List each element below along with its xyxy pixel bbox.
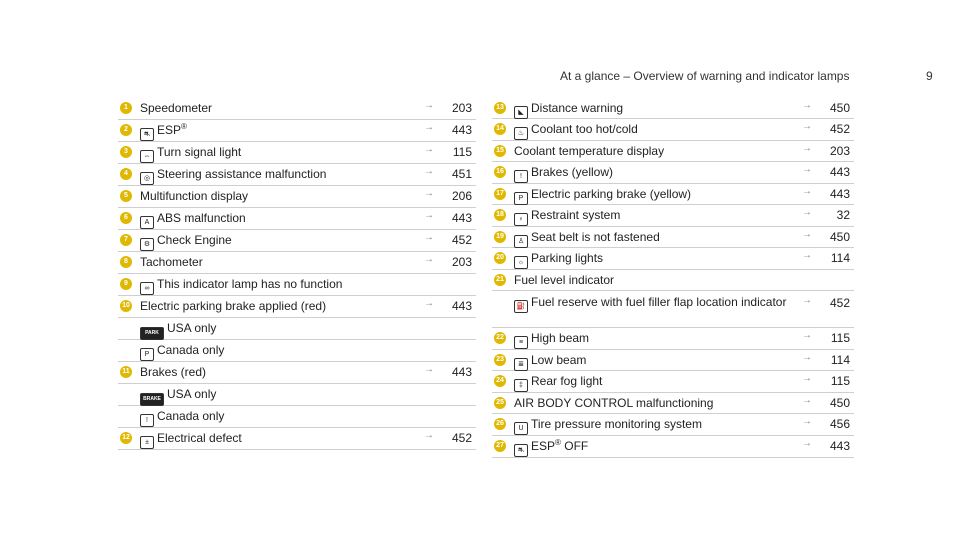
esp-off-icon: ⛐	[514, 444, 528, 457]
item-label: Brakes (red)	[140, 365, 207, 379]
arrow-icon: →	[802, 373, 812, 384]
item-number: 5	[120, 190, 132, 202]
item-label: Fuel level indicator	[514, 272, 615, 287]
list-item	[118, 296, 476, 318]
item-text	[514, 101, 794, 119]
item-text	[514, 251, 794, 269]
arrow-icon: →	[802, 142, 812, 154]
item-label: USA only	[167, 321, 217, 335]
arrow-icon: →	[802, 185, 812, 197]
arrow-icon: →	[424, 254, 434, 265]
list-item	[492, 162, 854, 184]
item-text	[514, 273, 794, 288]
item-number: 14	[494, 123, 506, 135]
page-reference[interactable]: 206	[451, 189, 472, 203]
item-label: Electric parking brake (yellow)	[531, 186, 692, 201]
arrow-icon: →	[802, 295, 812, 306]
page-reference[interactable]: 443	[829, 165, 850, 179]
item-number: 11	[120, 366, 132, 378]
item-text	[140, 431, 416, 449]
engine-icon: ⚙	[140, 238, 154, 251]
list-item	[118, 274, 476, 296]
arrow-icon: →	[424, 430, 434, 441]
item-number: 24	[494, 375, 506, 387]
item-label: Speedometer	[140, 101, 213, 115]
item-text	[140, 167, 416, 185]
item-number: 16	[494, 166, 506, 178]
list-item	[118, 230, 476, 252]
item-label: High beam	[531, 331, 590, 345]
item-text	[514, 374, 794, 392]
arrow-icon: →	[802, 438, 812, 449]
arrow-icon: →	[802, 228, 812, 240]
arrow-icon: →	[424, 210, 434, 221]
item-label: AIR BODY CONTROL malfunctioning	[514, 395, 714, 410]
list-item	[118, 384, 476, 406]
page-reference[interactable]: 115	[452, 145, 472, 159]
item-number: 27	[494, 440, 506, 452]
page-reference[interactable]: 203	[451, 255, 472, 269]
no-function-icon: ∞	[140, 282, 154, 295]
page-reference[interactable]: 450	[829, 395, 850, 410]
item-text	[140, 145, 416, 163]
page-reference[interactable]: 443	[451, 365, 472, 379]
list-item	[118, 142, 476, 164]
item-label: Distance warning	[531, 100, 624, 115]
registered-mark: ®	[555, 438, 561, 447]
page-reference[interactable]: 443	[451, 299, 472, 313]
restraint-icon: ♀	[514, 213, 528, 226]
item-number: 23	[494, 354, 506, 366]
arrow-icon: →	[802, 99, 812, 111]
item-text	[140, 101, 416, 116]
item-label: Steering assistance malfunction	[157, 167, 327, 181]
high-beam-icon: ≡	[514, 336, 528, 349]
arrow-icon: →	[802, 121, 812, 132]
item-number: 6	[120, 212, 132, 224]
header-title: At a glance – Overview of warning and indicator lamps	[560, 69, 850, 83]
arrow-icon: →	[424, 122, 434, 133]
item-label: Coolant too hot/cold	[531, 122, 638, 136]
list-item	[492, 328, 854, 350]
item-label: Canada only	[157, 343, 225, 357]
tire-pressure-icon: U	[514, 422, 528, 435]
low-beam-icon: ≣	[514, 358, 528, 371]
item-label: Electric parking brake applied (red)	[140, 299, 327, 313]
item-number: 15	[494, 145, 506, 157]
park-icon: PARK	[140, 327, 164, 340]
item-label: Tachometer	[140, 255, 203, 269]
item-text	[140, 211, 416, 229]
item-label-suffix: OFF	[560, 439, 589, 453]
brake-circle-icon: !	[514, 170, 528, 183]
page-reference[interactable]: 114	[830, 352, 850, 367]
item-number: 9	[120, 278, 132, 290]
item-label: Fuel reserve with fuel filler flap location indicator	[531, 295, 787, 309]
item-label: This indicator lamp has no function	[157, 277, 343, 291]
arrow-icon: →	[802, 416, 812, 427]
item-number: 2	[120, 124, 132, 136]
item-label: ABS malfunction	[157, 211, 246, 225]
item-text	[140, 387, 416, 406]
parking-lights-icon: ☼	[514, 256, 528, 269]
item-number: 26	[494, 418, 506, 430]
item-label: ESP	[157, 123, 182, 137]
item-text	[140, 233, 416, 251]
item-label: Check Engine	[157, 233, 232, 247]
page-reference[interactable]: 452	[829, 122, 850, 136]
item-number: 20	[494, 252, 506, 264]
page-number: 9	[926, 69, 933, 83]
item-number: 19	[494, 231, 506, 243]
page-reference[interactable]: 443	[451, 123, 472, 137]
list-item	[492, 350, 854, 371]
list-item	[492, 393, 854, 414]
page-reference[interactable]: 32	[836, 208, 850, 222]
list-item	[118, 428, 476, 450]
list-item	[118, 340, 476, 362]
list-item	[492, 291, 854, 328]
item-label: Brakes (yellow)	[531, 165, 614, 179]
item-text	[140, 321, 416, 340]
item-number: 18	[494, 209, 506, 221]
list-item	[118, 208, 476, 230]
item-label: Turn signal light	[157, 145, 242, 159]
item-number: 17	[494, 188, 506, 200]
page-reference[interactable]: 450	[829, 100, 850, 115]
item-text	[140, 189, 416, 204]
parking-brake-icon: P	[140, 348, 154, 361]
list-item	[118, 164, 476, 186]
list-item	[118, 318, 476, 340]
list-item	[492, 119, 854, 141]
esp-icon: ⛐	[140, 128, 154, 141]
arrow-icon: →	[424, 144, 434, 155]
list-item	[118, 120, 476, 142]
item-text	[514, 122, 794, 140]
page-reference[interactable]: 452	[829, 296, 850, 310]
item-number: 3	[120, 146, 132, 158]
item-number: 21	[494, 274, 506, 286]
item-label: Canada only	[157, 409, 225, 423]
arrow-icon: →	[424, 100, 434, 111]
list-item	[492, 141, 854, 162]
left-column	[118, 98, 476, 450]
item-text	[514, 208, 794, 226]
item-text	[514, 353, 794, 371]
arrow-icon: →	[424, 188, 434, 199]
item-label: USA only	[167, 387, 217, 401]
list-item	[492, 436, 854, 458]
item-label: Low beam	[531, 352, 587, 367]
item-number: 12	[120, 432, 132, 444]
list-item	[492, 227, 854, 248]
arrow-icon: →	[802, 394, 812, 406]
page-reference[interactable]: 115	[830, 331, 850, 345]
item-text	[514, 417, 794, 435]
list-item	[492, 98, 854, 119]
list-item	[492, 248, 854, 270]
fuel-icon: ⛽	[514, 300, 528, 313]
item-label: Coolant temperature display	[514, 143, 665, 158]
list-item	[118, 186, 476, 208]
item-number: 13	[494, 102, 506, 114]
page-reference[interactable]: 452	[451, 233, 472, 247]
arrow-icon: →	[802, 207, 812, 218]
battery-icon: ±	[140, 436, 154, 449]
page-reference[interactable]: 203	[829, 143, 850, 158]
page-reference[interactable]: 443	[829, 439, 850, 453]
turn-signal-icon: ⇔	[140, 150, 154, 163]
page-reference[interactable]: 443	[451, 211, 472, 225]
item-text	[140, 409, 416, 427]
item-label: Multifunction display	[140, 189, 249, 203]
list-item	[118, 252, 476, 274]
item-text	[140, 277, 416, 295]
item-number: 1	[120, 102, 132, 114]
right-column	[492, 98, 854, 458]
item-number: 22	[494, 332, 506, 344]
arrow-icon: →	[424, 298, 434, 309]
arrow-icon: →	[802, 351, 812, 363]
item-text	[514, 230, 794, 248]
distance-icon: ◣	[514, 106, 528, 119]
item-text	[140, 343, 416, 361]
item-text	[140, 123, 416, 141]
rear-fog-icon: ‡	[514, 379, 528, 392]
page-reference[interactable]: 114	[830, 251, 850, 265]
page-reference[interactable]: 203	[451, 101, 472, 115]
list-item	[118, 98, 476, 120]
list-item	[492, 371, 854, 393]
page-reference[interactable]: 450	[829, 229, 850, 244]
page-reference[interactable]: 443	[829, 186, 850, 201]
item-label: Parking lights	[531, 251, 604, 265]
item-text	[514, 331, 794, 349]
item-number: 25	[494, 397, 506, 409]
list-item	[492, 205, 854, 227]
list-item	[118, 406, 476, 428]
item-text	[140, 299, 416, 314]
item-text	[514, 296, 794, 313]
item-number: 8	[120, 256, 132, 268]
item-text	[140, 365, 416, 380]
item-label: Seat belt is not fastened	[531, 229, 660, 244]
list-item	[492, 270, 854, 291]
list-item	[118, 362, 476, 384]
parking-brake-icon: P	[514, 192, 528, 205]
item-text	[514, 187, 794, 205]
page-reference[interactable]: 456	[829, 417, 850, 431]
brake-circle-icon: !	[140, 414, 154, 427]
item-number: 7	[120, 234, 132, 246]
item-label: Rear fog light	[531, 374, 603, 388]
item-number: 4	[120, 168, 132, 180]
item-label: Tire pressure monitoring system	[531, 417, 702, 431]
list-item	[492, 184, 854, 205]
page-reference[interactable]: 115	[830, 374, 850, 388]
item-text	[514, 144, 794, 159]
arrow-icon: →	[802, 250, 812, 261]
item-text	[514, 439, 794, 457]
item-text	[514, 165, 794, 183]
steering-icon: ◎	[140, 172, 154, 185]
item-label: Restraint system	[531, 208, 621, 222]
arrow-icon: →	[424, 166, 434, 177]
item-label: Electrical defect	[157, 431, 242, 445]
list-item	[492, 414, 854, 436]
arrow-icon: →	[802, 164, 812, 175]
arrow-icon: →	[802, 330, 812, 341]
arrow-icon: →	[424, 364, 434, 375]
page-reference[interactable]: 451	[451, 167, 472, 181]
item-number: 10	[120, 300, 132, 312]
page-reference[interactable]: 452	[451, 431, 472, 445]
coolant-icon: ♨	[514, 127, 528, 140]
brake-icon: BRAKE	[140, 393, 164, 406]
item-text	[514, 396, 794, 411]
arrow-icon: →	[424, 232, 434, 243]
abs-icon: A	[140, 216, 154, 229]
item-label: ESP	[531, 439, 556, 453]
seatbelt-icon: ♙	[514, 235, 528, 248]
item-text	[140, 255, 416, 270]
registered-mark: ®	[181, 122, 187, 131]
